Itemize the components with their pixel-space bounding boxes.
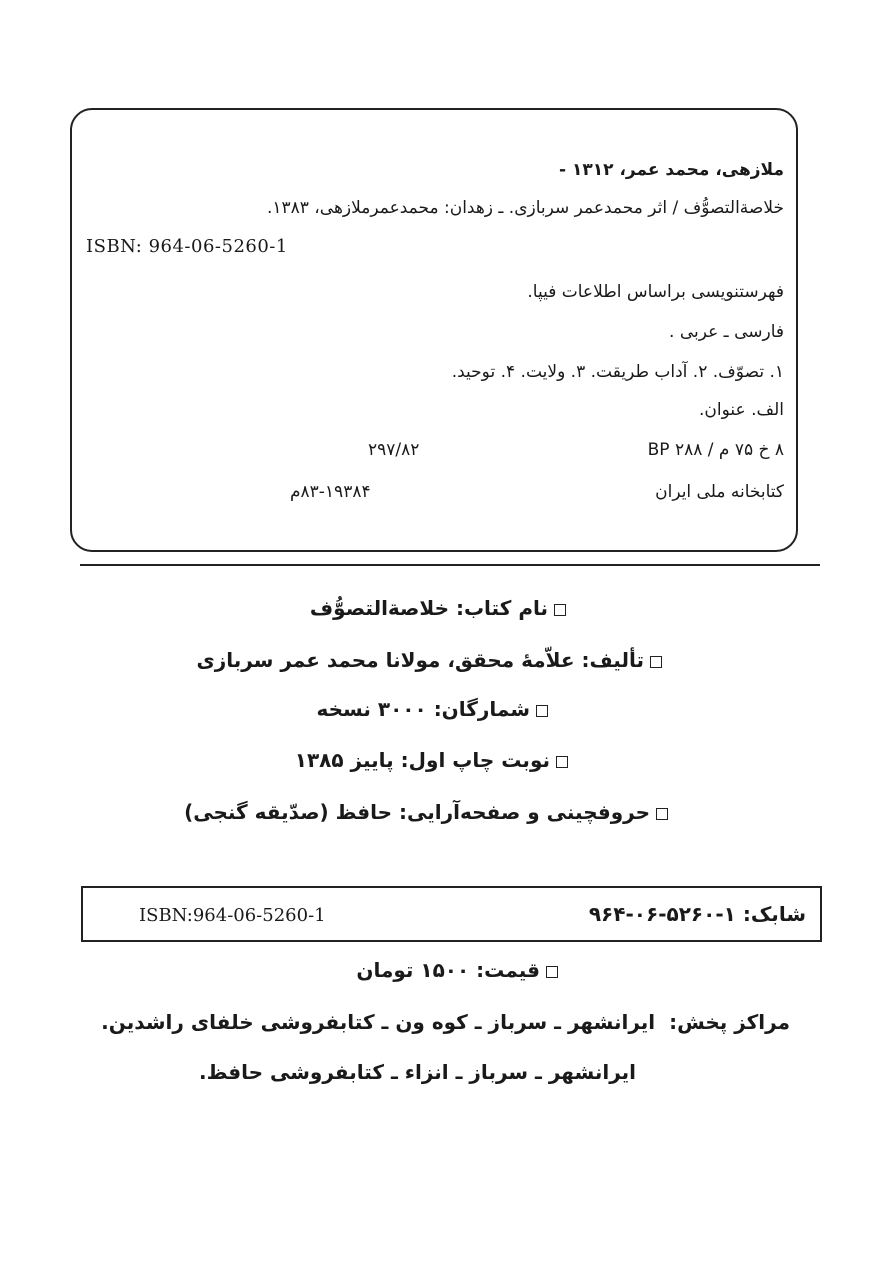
typesetting-label: حروفچینی و صفحه‌آرایی: xyxy=(399,800,650,824)
copies-value: ۳۰۰۰ نسخه xyxy=(316,697,427,721)
checkbox-icon xyxy=(554,604,566,616)
cip-author-line: ملازهی، محمد عمر، ۱۳۱۲ - xyxy=(559,160,784,180)
author-value: علاّمۀ محقق، مولانا محمد عمر سربازی xyxy=(196,648,575,672)
detail-edition xyxy=(295,748,568,772)
distribution-label: مراکز پخش: xyxy=(669,1010,790,1034)
checkbox-icon xyxy=(556,756,568,768)
shabak-label: شابک: xyxy=(742,902,806,926)
isbn-latin: ISBN:964-06-5260-1 xyxy=(139,905,326,926)
detail-copies xyxy=(317,697,548,721)
copies-label: شمارگان: xyxy=(433,697,530,721)
typesetting-value: حافظ (صدّیقه گنجی) xyxy=(184,800,393,824)
checkbox-icon xyxy=(536,705,548,717)
distribution-line-1 xyxy=(101,1010,790,1034)
edition-label: نوبت چاپ اول: xyxy=(400,748,550,772)
isbn-box xyxy=(81,886,822,942)
cip-classification: ۸ خ ۷۵ م / BP ۲۸۸ xyxy=(647,440,784,460)
shabak-line xyxy=(589,902,806,926)
price-line xyxy=(356,958,558,982)
book-name-value: خلاصة‌التصوُّف xyxy=(309,596,449,620)
cip-dewey: ۲۹۷/۸۲ xyxy=(368,440,420,460)
distribution-line-2: ایرانشهر ـ سرباز ـ انزاء ـ کتابفروشی حافظ. xyxy=(199,1060,636,1084)
cip-isbn: ISBN: 964-06-5260-1 xyxy=(86,236,288,257)
distribution-text-1: ایرانشهر ـ سرباز ـ کوه ون ـ کتابفروشی خلفای راشدین. xyxy=(101,1010,656,1034)
cip-fipa-note: فهرستنویسی براساس اطلاعات فیپا. xyxy=(527,282,784,302)
cip-title-entry: الف. عنوان. xyxy=(699,400,784,420)
checkbox-icon xyxy=(656,808,668,820)
cip-library-number: ۸۳-۱۹۳۸۴م xyxy=(290,482,371,502)
price-value: ۱۵۰۰ تومان xyxy=(356,958,470,982)
shabak-number: ۱-۵۲۶۰-۰۶-۹۶۴ xyxy=(588,902,736,926)
detail-typesetting xyxy=(184,800,668,824)
book-name-label: نام کتاب: xyxy=(455,596,548,620)
cip-language: فارسی ـ عربی . xyxy=(669,322,784,342)
cip-subjects: ۱. تصوّف. ۲. آداب طریقت. ۳. ولایت. ۴. توحید. xyxy=(451,362,784,382)
price-label: قیمت: xyxy=(476,958,540,982)
detail-book-name xyxy=(310,596,566,620)
edition-value: پاییز ۱۳۸۵ xyxy=(294,748,394,772)
cip-box xyxy=(70,108,798,552)
checkbox-icon xyxy=(546,966,558,978)
cip-library: کتابخانه ملی ایران xyxy=(655,482,784,502)
cip-title-line: خلاصة‌التصوُّف / اثر محمدعمر سربازی. ـ زهدان: محمدعمرملازهی، ۱۳۸۳. xyxy=(266,198,784,218)
detail-author xyxy=(196,648,662,672)
separator-line xyxy=(80,564,820,566)
author-label: تألیف: xyxy=(581,648,644,672)
checkbox-icon xyxy=(650,656,662,668)
